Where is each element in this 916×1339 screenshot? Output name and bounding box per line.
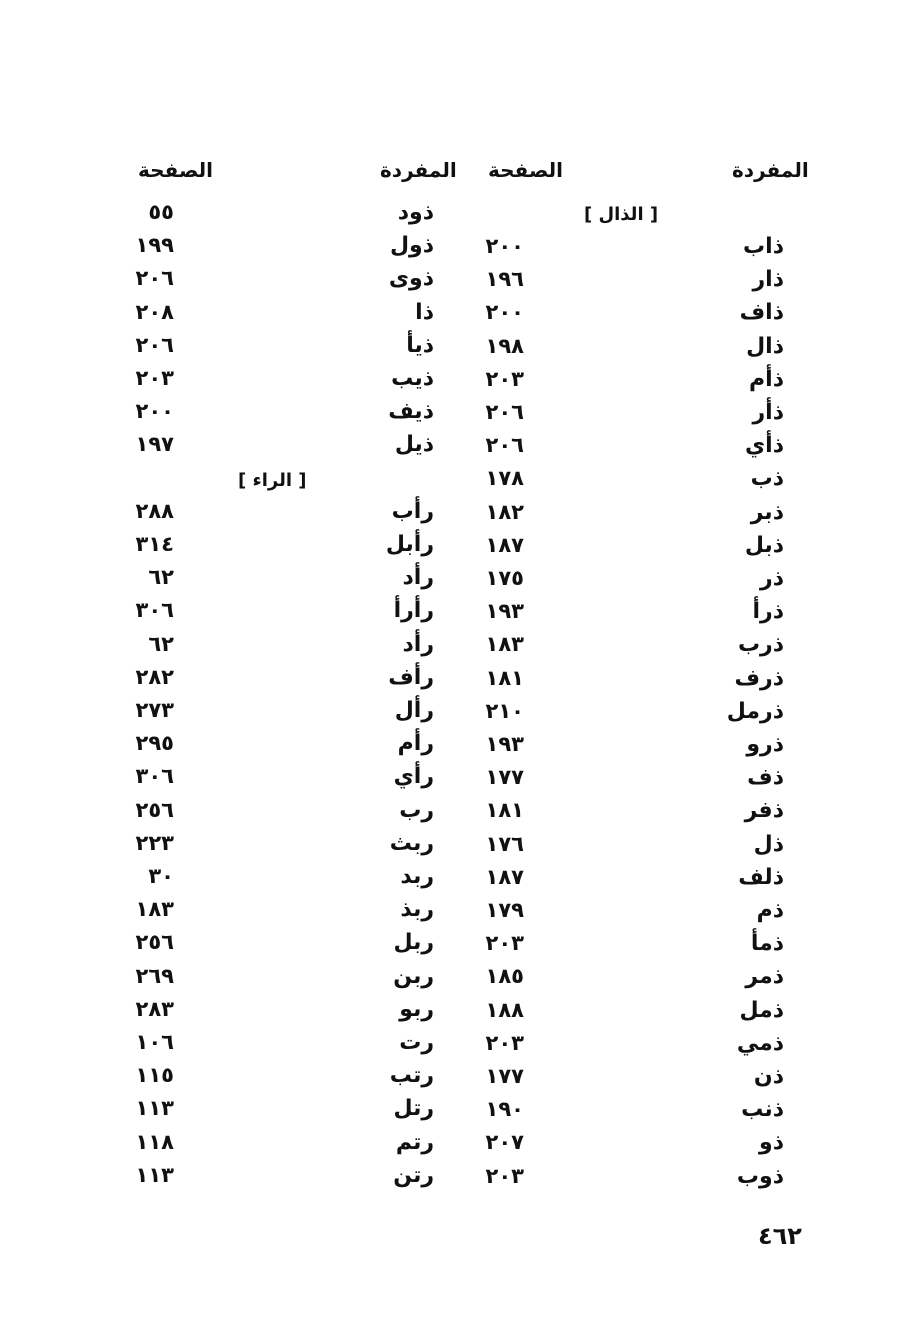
- index-word: ذنب: [741, 1097, 784, 1123]
- index-word: ذوى: [388, 266, 434, 292]
- index-word: رب: [399, 797, 434, 823]
- index-word: ذرأ: [752, 599, 784, 625]
- index-page-number: ٢٠٦: [485, 400, 524, 424]
- index-page-number: ٢٥٦: [135, 930, 174, 955]
- index-page-number: ٣٠٦: [135, 764, 174, 789]
- index-word: ربو: [399, 996, 434, 1022]
- index-page-number: ١٧٧: [485, 765, 524, 790]
- index-word: رأل: [394, 698, 434, 723]
- index-page-number: ٢٠٣: [485, 366, 524, 391]
- index-word: ذاب: [743, 234, 784, 259]
- index-page-number: ١٨٧: [485, 864, 524, 889]
- index-page-number: ١١٣: [135, 1162, 174, 1187]
- index-word: رأرأ: [393, 598, 434, 624]
- index-page-number: ٢٠٠: [485, 300, 524, 325]
- index-page-number: ١٩٣: [485, 599, 524, 624]
- index-word: رتم: [395, 1129, 434, 1155]
- index-word: ذمأ: [750, 931, 784, 957]
- index-word: ذيأ: [406, 332, 434, 358]
- index-word: رتب: [389, 1063, 434, 1089]
- index-page-number: ١٧٩: [485, 898, 524, 922]
- index-word: ذرمل: [726, 698, 784, 724]
- index-word: ذرف: [734, 665, 784, 691]
- index-word: ذاف: [739, 300, 784, 326]
- index-page-number: ٣٠: [148, 864, 174, 888]
- header-page-left: الصفحة: [138, 158, 214, 182]
- index-page-number: ٥٥: [148, 200, 174, 224]
- index-word: رت: [399, 1030, 434, 1055]
- index-word: ذأي: [745, 433, 784, 459]
- index-page-number: ٣١٤: [135, 532, 174, 556]
- index-word: ذل: [753, 831, 784, 857]
- index-page-number: ١٨٥: [485, 964, 524, 989]
- index-page-number: ١٧٦: [485, 831, 524, 856]
- index-word: ذأر: [752, 400, 784, 425]
- index-page-number: ٢٠٨: [135, 299, 174, 324]
- index-word: ربل: [393, 930, 434, 956]
- index-word: ذب: [750, 466, 784, 492]
- index-word: رأبل: [385, 532, 434, 557]
- index-word: ذود: [397, 200, 434, 225]
- index-word: رأي: [393, 764, 434, 790]
- index-page-number: ٢٦٩: [135, 963, 174, 988]
- index-page-number: ٢٠٦: [135, 332, 174, 357]
- index-word: ربن: [393, 963, 434, 989]
- index-word: ذبر: [750, 499, 784, 525]
- index-page-number: ١٩٣: [485, 732, 524, 756]
- index-page-number: ٢٠٣: [135, 366, 174, 390]
- header-word-right: المفردة: [732, 158, 809, 182]
- index-word: رأد: [402, 565, 434, 591]
- index-word: ذيب: [391, 366, 434, 391]
- index-page-number: ٢٠٣: [485, 1030, 524, 1055]
- index-word: ذال: [746, 333, 784, 359]
- index-page-number: ١٨٣: [485, 632, 524, 657]
- index-page-number: ٢٥٦: [135, 797, 174, 822]
- index-page-number: ٢٠٠: [135, 399, 174, 424]
- index-page-number: ١١٨: [135, 1129, 174, 1154]
- index-word: رأد: [402, 631, 434, 657]
- index-word: ذول: [389, 233, 434, 259]
- index-page-number: ١٧٨: [485, 466, 524, 491]
- index-word: ذبل: [744, 532, 784, 558]
- index-word: رتن: [393, 1162, 434, 1188]
- index-page-number: ٢٢٣: [135, 830, 174, 855]
- index-page-number: ٢٧٣: [135, 698, 174, 722]
- index-page-number: ١٨١: [485, 665, 524, 690]
- index-page-number: ١٧٧: [485, 1064, 524, 1088]
- index-word: ربذ: [400, 897, 434, 923]
- index-page-number: ١٩٦: [485, 267, 524, 292]
- index-page-number: ١٩٩: [135, 233, 174, 258]
- index-word: ذأم: [749, 366, 784, 392]
- index-word: ذف: [747, 765, 784, 791]
- index-word: ذر: [760, 566, 784, 591]
- page-number: ٤٦٢: [758, 1222, 802, 1250]
- index-word: ربد: [400, 864, 434, 889]
- index-page-number: ١١٣: [135, 1096, 174, 1121]
- index-word: ذا: [415, 299, 434, 325]
- index-word: ذن: [753, 1064, 784, 1089]
- index-page-number: ١٨٨: [485, 997, 524, 1022]
- index-page-number: ٢٠٦: [135, 266, 174, 291]
- index-page-number: ١٨١: [485, 798, 524, 823]
- index-word: ذو: [759, 1130, 784, 1156]
- index-word: ذمي: [736, 1030, 784, 1056]
- index-word: ذيف: [388, 399, 434, 425]
- index-page-number: ٢٨٢: [135, 664, 174, 689]
- index-word: رأف: [388, 664, 434, 690]
- index-page-number: ٢٨٨: [135, 498, 174, 523]
- index-page-number: ٢٠٧: [485, 1130, 524, 1155]
- index-page-number: ٢٠٠: [485, 234, 524, 258]
- header-word-left: المفردة: [380, 158, 457, 182]
- index-page-number: ١٠٦: [135, 1030, 174, 1054]
- index-word: ذرب: [737, 632, 784, 658]
- index-page-number: ٢٠٣: [485, 1163, 524, 1188]
- index-page-number: ٦٢: [148, 631, 174, 656]
- index-page-number: ٢٠٣: [485, 931, 524, 956]
- index-word: ذمل: [739, 997, 784, 1023]
- index-word: رأم: [397, 731, 434, 757]
- index-word: ذم: [756, 898, 784, 923]
- index-page-number: ١٨٢: [485, 499, 524, 524]
- index-page-number: ١٩٧: [135, 432, 174, 457]
- index-page-number: ١١٥: [135, 1063, 174, 1088]
- index-word: رتل: [393, 1096, 434, 1122]
- index-word: ذيل: [394, 432, 434, 458]
- index-page-number: ٦٢: [148, 565, 174, 590]
- section-heading-ra: [ الراء ]: [238, 470, 307, 491]
- index-page-number: ١٨٧: [485, 532, 524, 557]
- index-page-number: ١٧٥: [485, 566, 524, 590]
- index-word: ذفر: [744, 798, 784, 824]
- header-page-right: الصفحة: [488, 158, 564, 182]
- index-page-number: ١٩٨: [485, 333, 524, 358]
- index-page-number: ١٨٣: [135, 897, 174, 922]
- index-page-number: ٢٨٣: [135, 996, 174, 1021]
- index-word: ذرو: [746, 732, 784, 757]
- index-word: ذمر: [745, 964, 784, 990]
- index-word: ذوب: [736, 1163, 784, 1189]
- index-page-number: ٣٠٦: [135, 598, 174, 623]
- index-word: رأب: [391, 498, 434, 524]
- index-word: ربث: [389, 830, 434, 856]
- index-page-number: ١٩٠: [485, 1097, 524, 1122]
- index-page-number: ٢٩٥: [135, 731, 174, 756]
- section-heading-dhal: [ الذال ]: [584, 204, 659, 225]
- index-page-number: ٢١٠: [485, 698, 524, 723]
- index-word: ذلف: [738, 864, 784, 890]
- index-word: ذار: [752, 267, 784, 293]
- index-page-number: ٢٠٦: [485, 433, 524, 458]
